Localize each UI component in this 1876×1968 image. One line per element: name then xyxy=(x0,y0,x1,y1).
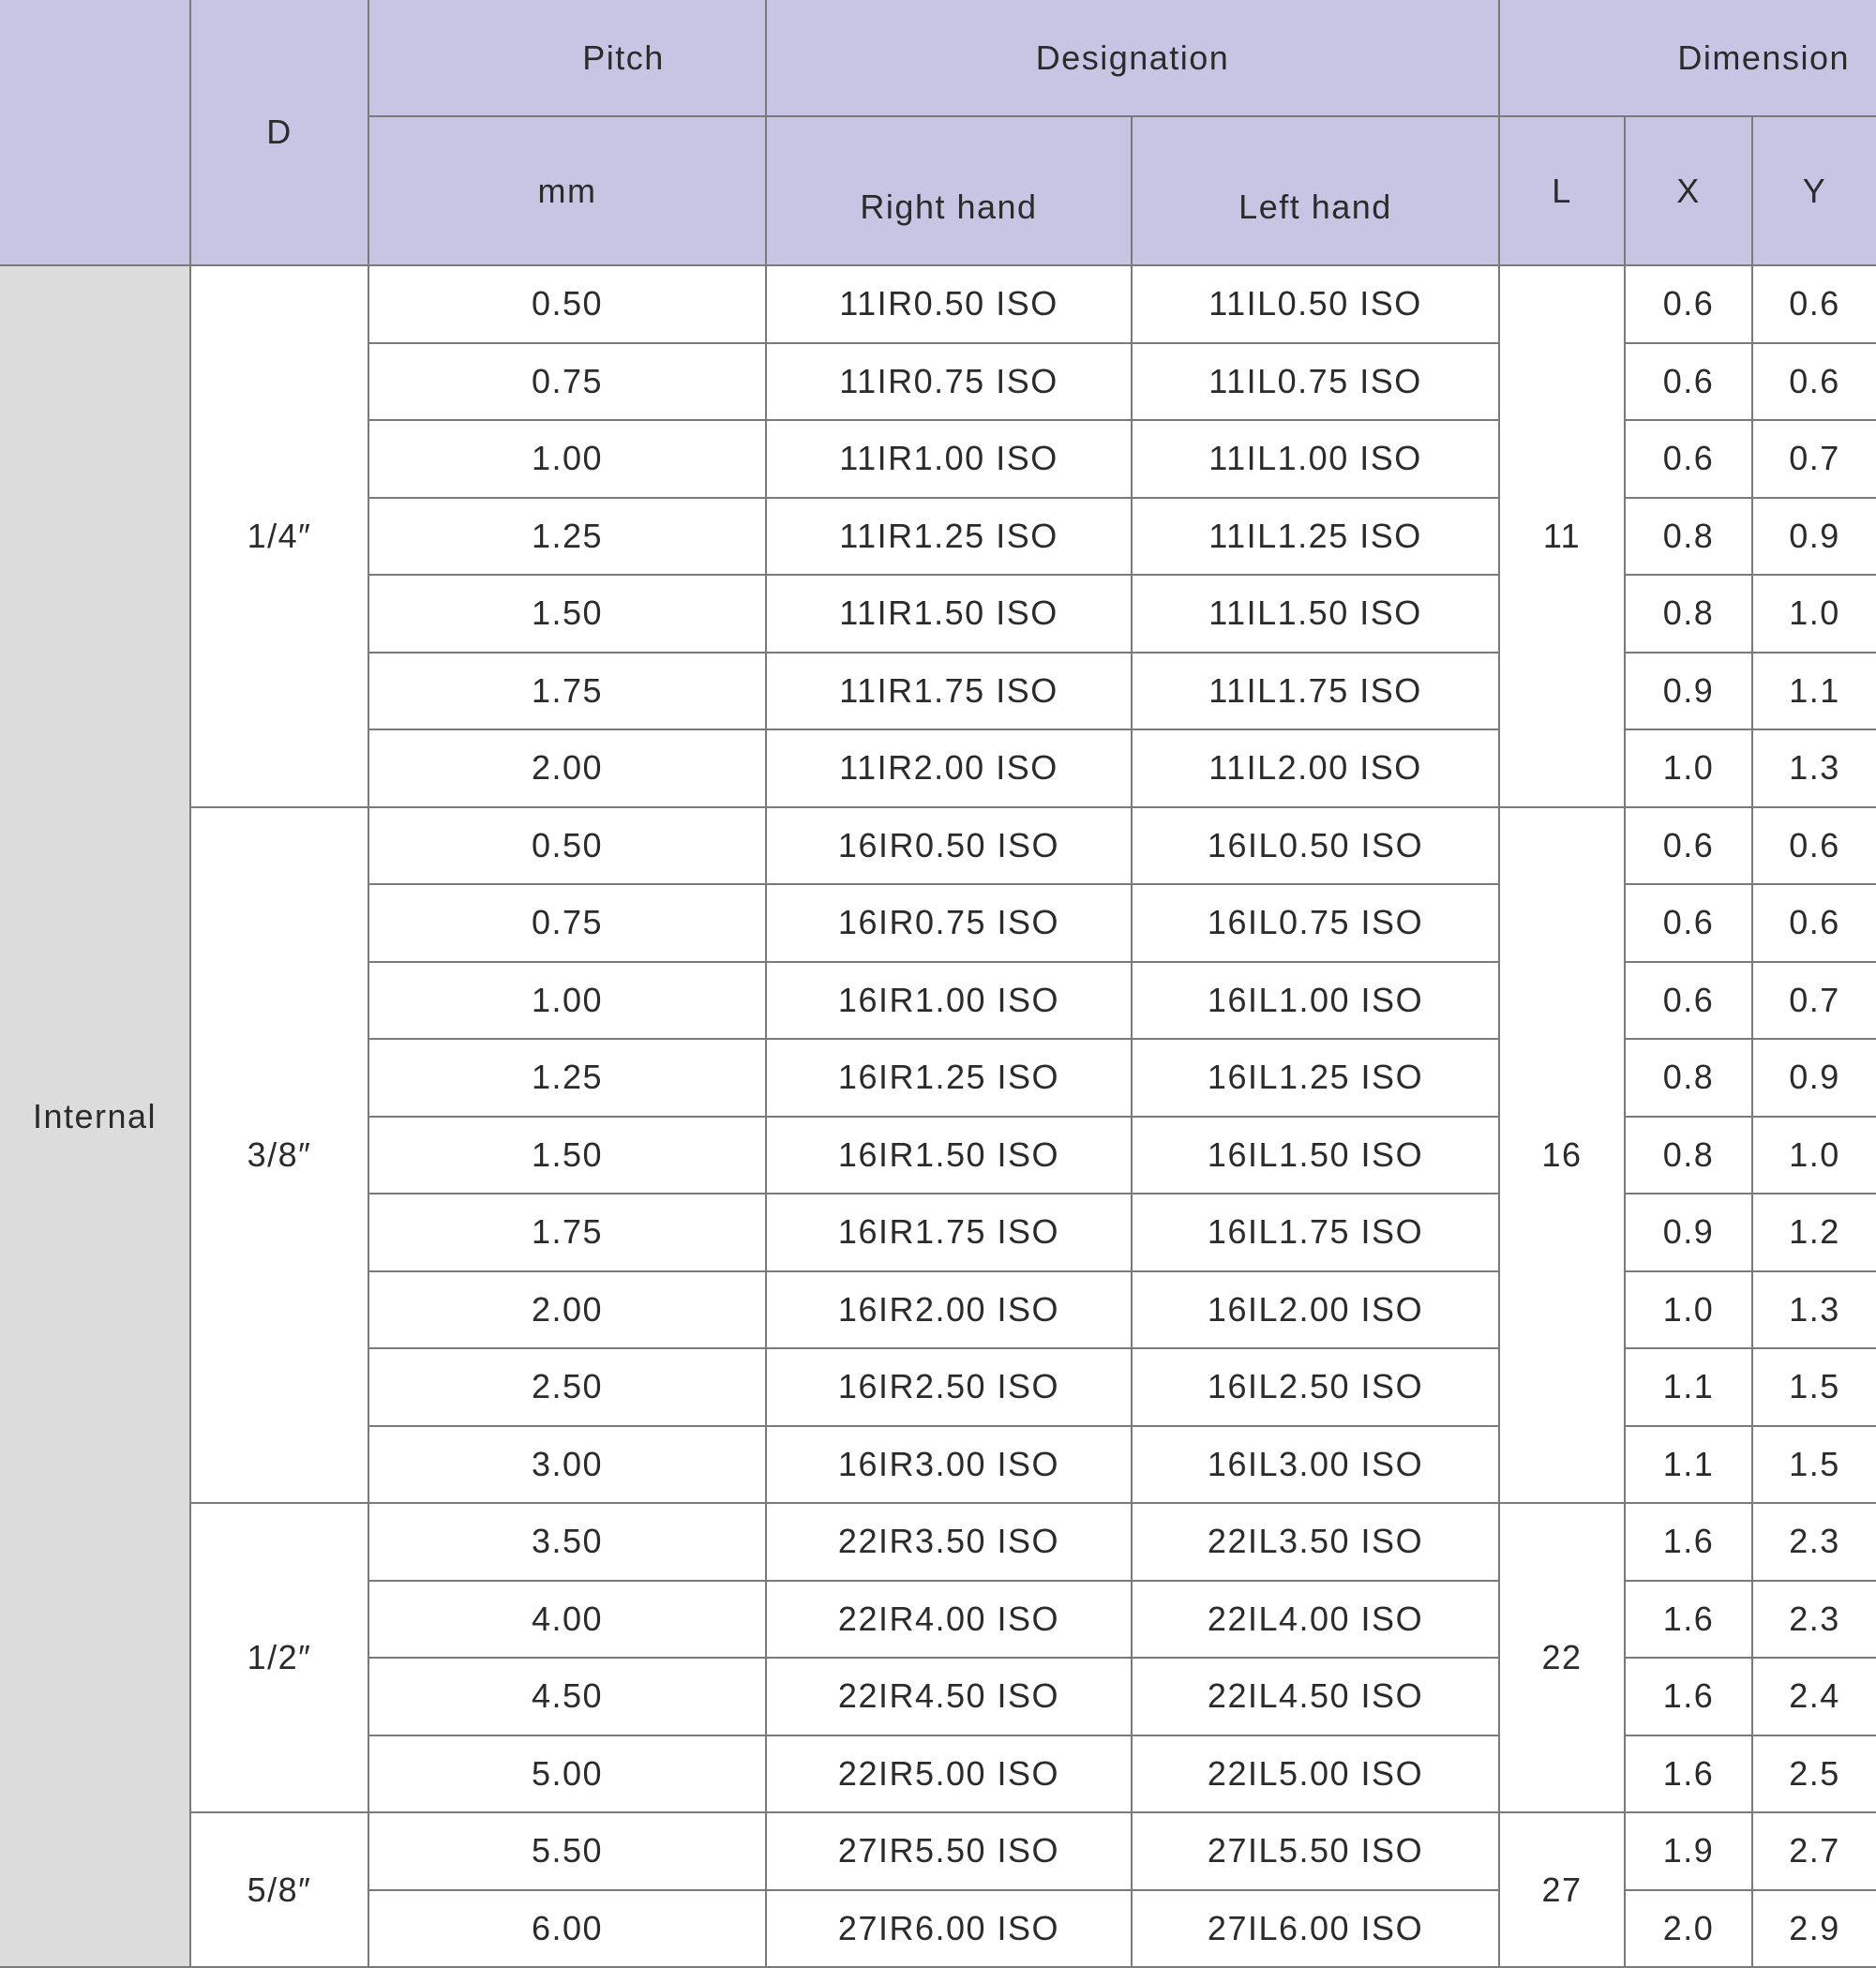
d-cell: 1/2″ xyxy=(190,1503,368,1812)
pitch-cell: 0.50 xyxy=(368,265,766,343)
y-cell: 0.9 xyxy=(1752,498,1876,576)
pitch-cell: 5.00 xyxy=(368,1735,766,1813)
left-hand-cell: 16IL3.00 ISO xyxy=(1132,1426,1499,1504)
right-hand-cell: 11IR0.50 ISO xyxy=(766,265,1132,343)
x-cell: 0.6 xyxy=(1625,420,1752,498)
left-hand-cell: 27IL5.50 ISO xyxy=(1132,1812,1499,1890)
header-category-blank xyxy=(0,0,190,265)
left-hand-cell: 11IL1.25 ISO xyxy=(1132,498,1499,576)
y-cell: 1.5 xyxy=(1752,1426,1876,1504)
pitch-cell: 1.25 xyxy=(368,1039,766,1117)
left-hand-cell: 11IL1.50 ISO xyxy=(1132,575,1499,653)
header-right-hand: Right hand xyxy=(766,116,1132,265)
right-hand-cell: 22IR5.00 ISO xyxy=(766,1735,1132,1813)
y-cell: 0.6 xyxy=(1752,343,1876,421)
x-cell: 0.6 xyxy=(1625,807,1752,885)
y-cell: 2.3 xyxy=(1752,1503,1876,1581)
x-cell: 1.1 xyxy=(1625,1348,1752,1426)
x-cell: 0.8 xyxy=(1625,498,1752,576)
header-x: X xyxy=(1625,116,1752,265)
y-cell: 1.0 xyxy=(1752,575,1876,653)
right-hand-cell: 22IR3.50 ISO xyxy=(766,1503,1132,1581)
x-cell: 1.6 xyxy=(1625,1581,1752,1659)
table-row xyxy=(0,1503,1876,1581)
table-row xyxy=(0,807,1876,885)
table-row xyxy=(0,1812,1876,1890)
left-hand-cell: 16IL0.75 ISO xyxy=(1132,884,1499,962)
y-cell: 0.6 xyxy=(1752,884,1876,962)
d-cell: 1/4″ xyxy=(190,265,368,807)
x-cell: 0.8 xyxy=(1625,575,1752,653)
x-cell: 0.9 xyxy=(1625,1194,1752,1271)
header-y: Y xyxy=(1752,116,1876,265)
right-hand-cell: 11IR0.75 ISO xyxy=(766,343,1132,421)
category-cell: Internal xyxy=(0,265,190,1967)
right-hand-cell: 11IR1.50 ISO xyxy=(766,575,1132,653)
l-cell: 22 xyxy=(1499,1503,1625,1812)
right-hand-cell: 16IR1.50 ISO xyxy=(766,1117,1132,1194)
x-cell: 2.0 xyxy=(1625,1890,1752,1968)
d-cell: 3/8″ xyxy=(190,807,368,1504)
x-cell: 1.0 xyxy=(1625,729,1752,807)
left-hand-cell: 11IL2.00 ISO xyxy=(1132,729,1499,807)
right-hand-cell: 16IR2.00 ISO xyxy=(766,1271,1132,1349)
left-hand-cell: 11IL1.00 ISO xyxy=(1132,420,1499,498)
y-cell: 2.4 xyxy=(1752,1658,1876,1735)
left-hand-cell: 16IL2.00 ISO xyxy=(1132,1271,1499,1349)
right-hand-cell: 16IR1.00 ISO xyxy=(766,962,1132,1040)
y-cell: 1.3 xyxy=(1752,729,1876,807)
y-cell: 2.3 xyxy=(1752,1581,1876,1659)
x-cell: 0.9 xyxy=(1625,653,1752,730)
right-hand-cell: 16IR1.75 ISO xyxy=(766,1194,1132,1271)
pitch-cell: 2.00 xyxy=(368,729,766,807)
header-pitch-unit: mm xyxy=(368,116,766,265)
pitch-cell: 6.00 xyxy=(368,1890,766,1968)
x-cell: 0.6 xyxy=(1625,884,1752,962)
pitch-cell: 3.00 xyxy=(368,1426,766,1504)
header-left-hand: Left hand xyxy=(1132,116,1499,265)
header-l: L xyxy=(1499,116,1625,265)
right-hand-cell: 11IR2.00 ISO xyxy=(766,729,1132,807)
right-hand-cell: 22IR4.00 ISO xyxy=(766,1581,1132,1659)
x-cell: 1.1 xyxy=(1625,1426,1752,1504)
left-hand-cell: 16IL2.50 ISO xyxy=(1132,1348,1499,1426)
right-hand-cell: 22IR4.50 ISO xyxy=(766,1658,1132,1735)
pitch-cell: 0.75 xyxy=(368,343,766,421)
right-hand-cell: 27IR5.50 ISO xyxy=(766,1812,1132,1890)
left-hand-cell: 27IL6.00 ISO xyxy=(1132,1890,1499,1968)
pitch-cell: 4.50 xyxy=(368,1658,766,1735)
right-hand-cell: 11IR1.00 ISO xyxy=(766,420,1132,498)
pitch-cell: 1.00 xyxy=(368,420,766,498)
left-hand-cell: 16IL1.00 ISO xyxy=(1132,962,1499,1040)
x-cell: 0.6 xyxy=(1625,265,1752,343)
y-cell: 2.5 xyxy=(1752,1735,1876,1813)
pitch-cell: 1.00 xyxy=(368,962,766,1040)
left-hand-cell: 16IL1.50 ISO xyxy=(1132,1117,1499,1194)
pitch-cell: 1.50 xyxy=(368,1117,766,1194)
right-hand-cell: 16IR2.50 ISO xyxy=(766,1348,1132,1426)
header-designation: Designation xyxy=(766,0,1499,116)
right-hand-cell: 11IR1.75 ISO xyxy=(766,653,1132,730)
pitch-cell: 2.00 xyxy=(368,1271,766,1349)
x-cell: 0.6 xyxy=(1625,962,1752,1040)
x-cell: 1.6 xyxy=(1625,1503,1752,1581)
left-hand-cell: 22IL5.00 ISO xyxy=(1132,1735,1499,1813)
right-hand-cell: 16IR3.00 ISO xyxy=(766,1426,1132,1504)
pitch-cell: 0.50 xyxy=(368,807,766,885)
right-hand-cell: 11IR1.25 ISO xyxy=(766,498,1132,576)
x-cell: 0.8 xyxy=(1625,1117,1752,1194)
left-hand-cell: 22IL4.00 ISO xyxy=(1132,1581,1499,1659)
y-cell: 0.9 xyxy=(1752,1039,1876,1117)
pitch-cell: 1.50 xyxy=(368,575,766,653)
pitch-cell: 1.75 xyxy=(368,653,766,730)
pitch-cell: 5.50 xyxy=(368,1812,766,1890)
pitch-cell: 1.75 xyxy=(368,1194,766,1271)
header-pitch: Pitch xyxy=(368,0,766,116)
left-hand-cell: 16IL0.50 ISO xyxy=(1132,807,1499,885)
right-hand-cell: 16IR1.25 ISO xyxy=(766,1039,1132,1117)
right-hand-cell: 16IR0.75 ISO xyxy=(766,884,1132,962)
table-row xyxy=(0,265,1876,343)
l-cell: 16 xyxy=(1499,807,1625,1504)
left-hand-cell: 22IL4.50 ISO xyxy=(1132,1658,1499,1735)
y-cell: 0.7 xyxy=(1752,420,1876,498)
pitch-cell: 4.00 xyxy=(368,1581,766,1659)
x-cell: 0.6 xyxy=(1625,343,1752,421)
header-row-top xyxy=(0,0,1876,116)
x-cell: 0.8 xyxy=(1625,1039,1752,1117)
pitch-cell: 1.25 xyxy=(368,498,766,576)
y-cell: 1.3 xyxy=(1752,1271,1876,1349)
y-cell: 1.1 xyxy=(1752,653,1876,730)
l-cell: 27 xyxy=(1499,1812,1625,1967)
pitch-cell: 0.75 xyxy=(368,884,766,962)
y-cell: 2.9 xyxy=(1752,1890,1876,1968)
y-cell: 0.6 xyxy=(1752,265,1876,343)
left-hand-cell: 11IL1.75 ISO xyxy=(1132,653,1499,730)
left-hand-cell: 16IL1.75 ISO xyxy=(1132,1194,1499,1271)
y-cell: 2.7 xyxy=(1752,1812,1876,1890)
x-cell: 1.0 xyxy=(1625,1271,1752,1349)
header-dimension: Dimension xyxy=(1499,0,1876,116)
header-d: D xyxy=(190,0,368,265)
left-hand-cell: 11IL0.50 ISO xyxy=(1132,265,1499,343)
pitch-cell: 3.50 xyxy=(368,1503,766,1581)
left-hand-cell: 22IL3.50 ISO xyxy=(1132,1503,1499,1581)
d-cell: 5/8″ xyxy=(190,1812,368,1967)
left-hand-cell: 16IL1.25 ISO xyxy=(1132,1039,1499,1117)
x-cell: 1.6 xyxy=(1625,1658,1752,1735)
y-cell: 1.2 xyxy=(1752,1194,1876,1271)
y-cell: 1.0 xyxy=(1752,1117,1876,1194)
y-cell: 0.6 xyxy=(1752,807,1876,885)
left-hand-cell: 11IL0.75 ISO xyxy=(1132,343,1499,421)
y-cell: 0.7 xyxy=(1752,962,1876,1040)
right-hand-cell: 27IR6.00 ISO xyxy=(766,1890,1132,1968)
x-cell: 1.9 xyxy=(1625,1812,1752,1890)
l-cell: 11 xyxy=(1499,265,1625,807)
right-hand-cell: 16IR0.50 ISO xyxy=(766,807,1132,885)
pitch-cell: 2.50 xyxy=(368,1348,766,1426)
y-cell: 1.5 xyxy=(1752,1348,1876,1426)
x-cell: 1.6 xyxy=(1625,1735,1752,1813)
